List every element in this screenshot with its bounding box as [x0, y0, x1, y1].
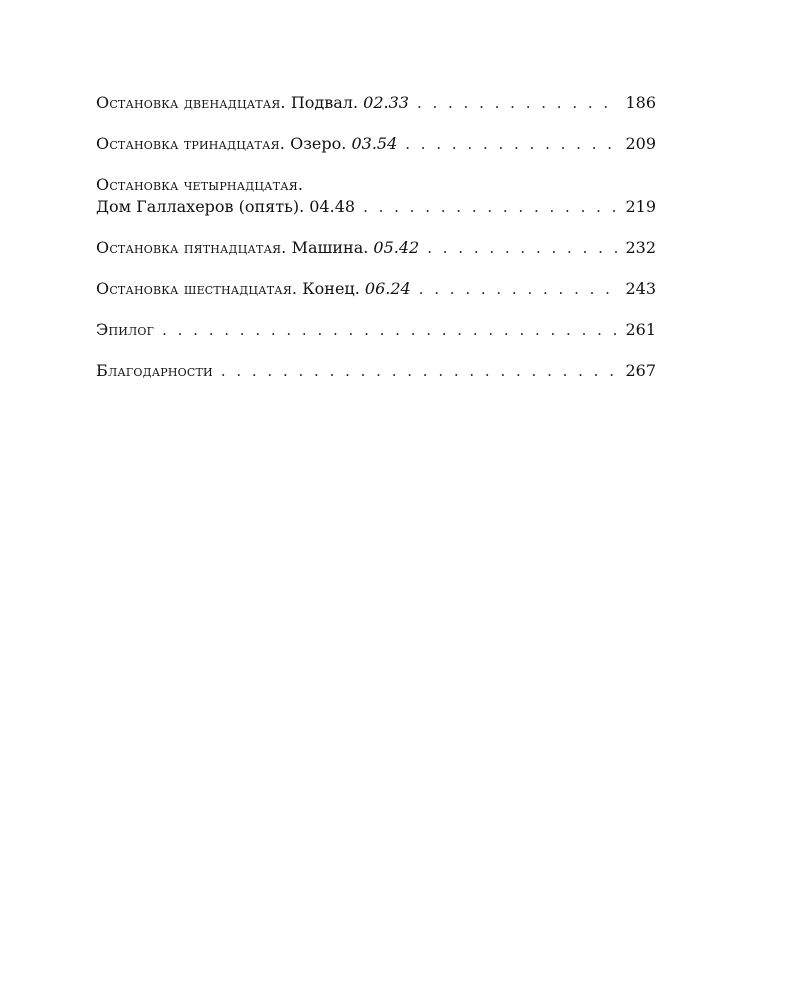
- toc-entry-name: Дом Галлахеров (опять).: [96, 197, 305, 216]
- toc-entry-name: Машина.: [291, 238, 369, 257]
- toc-entry: [96, 319, 656, 341]
- dot-leader: [417, 92, 620, 114]
- toc-entry-time: 04.48: [309, 197, 356, 216]
- toc-entry-prefix: Остановка четырнадцатая.: [96, 175, 304, 194]
- toc-entry-page: 261: [625, 320, 656, 339]
- toc-entry-title: [96, 133, 397, 155]
- toc-entry-name: Озеро.: [290, 134, 347, 153]
- toc-entry: [96, 360, 656, 382]
- toc-entry-time: 05.42: [373, 238, 420, 257]
- toc-entry-time: 06.24: [364, 279, 411, 298]
- toc-entry-title: [96, 278, 411, 300]
- toc-entry-prefix: Остановка шестнадцатая.: [96, 279, 298, 298]
- dot-leader: [419, 278, 620, 300]
- toc-entry: [96, 92, 656, 114]
- toc-entry-name: Подвал.: [290, 93, 359, 112]
- toc-entry-page: 267: [625, 361, 656, 380]
- dot-leader: [427, 237, 619, 259]
- toc-entry-title: [96, 237, 419, 259]
- toc-entry-title: [96, 92, 409, 114]
- toc-entry-prefix: Эпилог: [96, 320, 155, 339]
- toc-entry-time: 02.33: [363, 93, 409, 112]
- toc-entry-time: 03.54: [351, 134, 398, 153]
- toc-entry-title: [96, 196, 355, 218]
- toc-entry-prefix: Остановка пятнадцатая.: [96, 238, 287, 257]
- toc-entry-page: 186: [625, 93, 656, 112]
- toc-entry: [96, 174, 656, 218]
- dot-leader: [363, 196, 619, 218]
- dot-leader: [162, 319, 619, 341]
- dot-leader: [405, 133, 619, 155]
- toc-entry-page: 219: [625, 197, 656, 216]
- toc-entry-page: 243: [625, 279, 656, 298]
- toc-entry-page: 232: [625, 238, 656, 257]
- toc-entry-page: 209: [625, 134, 656, 153]
- toc-entry: [96, 278, 656, 300]
- toc-entry-name: Конец.: [302, 279, 360, 298]
- toc-entry: [96, 133, 656, 155]
- toc-entry-prefix: Остановка тринадцатая.: [96, 134, 285, 153]
- dot-leader: [221, 360, 620, 382]
- table-of-contents: [96, 92, 656, 401]
- toc-entry-prefix: Благодарности: [96, 361, 213, 380]
- toc-entry-prefix: Остановка двенадцатая.: [96, 93, 286, 112]
- toc-entry: [96, 237, 656, 259]
